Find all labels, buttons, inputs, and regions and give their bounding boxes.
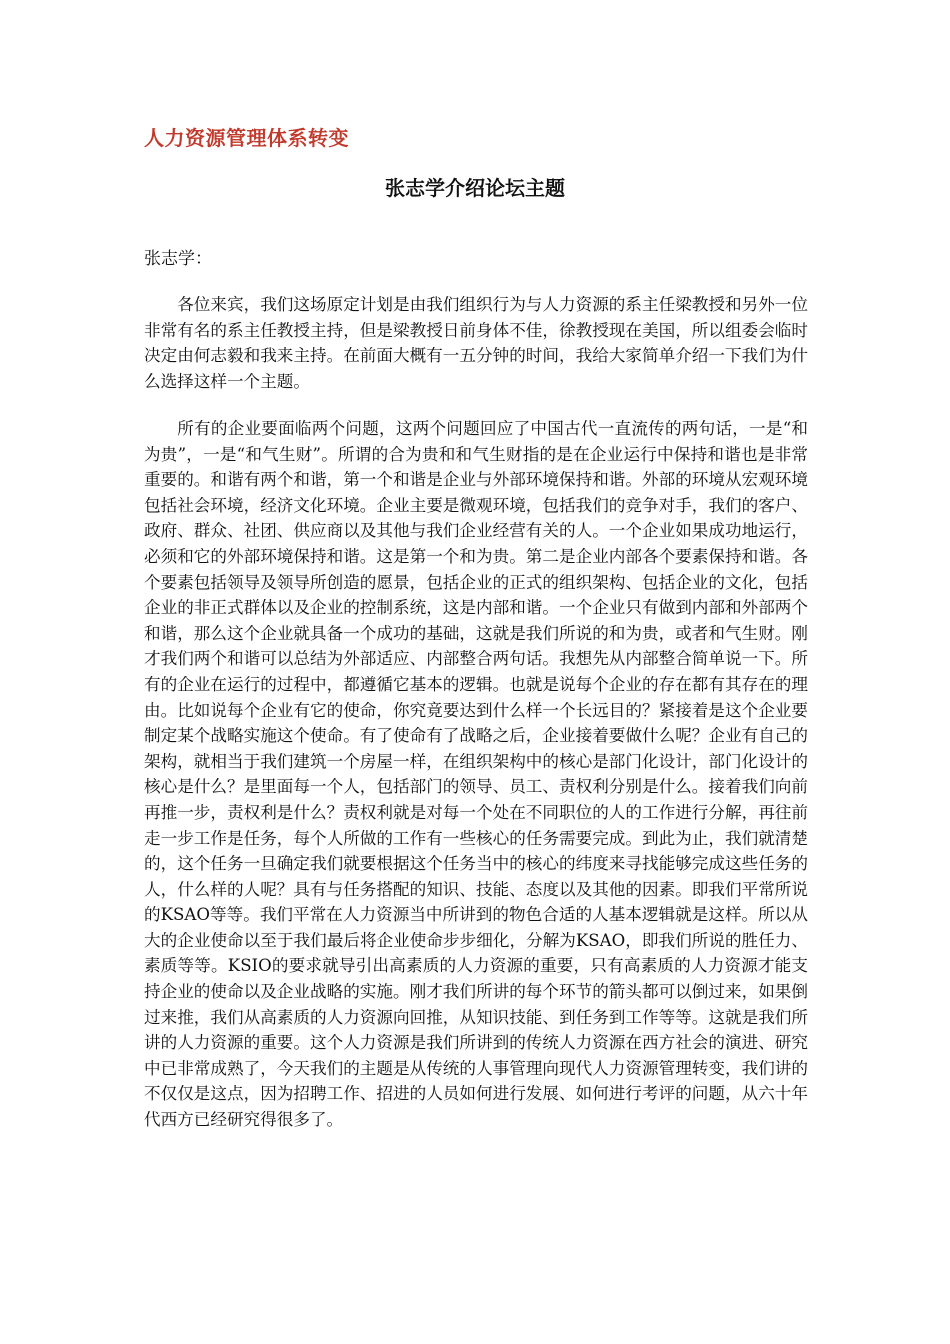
document-title: 张志学介绍论坛主题: [385, 176, 565, 200]
section-title: 人力资源管理体系转变: [144, 126, 349, 150]
speaker-label: 张志学：: [144, 249, 212, 269]
paragraph-intro: 各位来宾，我们这场原定计划是由我们组织行为与人力资源的系主任梁教授和另外一位非常有名的系主任教授主持，但是梁教授日前身体不佳，徐教授现在美国，所以组委会临时决定由何志毅和我来主持。在前面大概有一五分钟的时间，我给大家简单介绍一下我们为什么选择这样一个主题。: [144, 295, 808, 391]
paragraph-main: 所有的企业要面临两个问题，这两个问题回应了中国古代一直流传的两句话，一是“和为贵”，一是“和气生财”。所谓的合为贵和和气生财指的是在企业运行中保持和谐也是非常重要的。和谐有两个和谐，第一个和谐是企业与外部环境保持和谐。外部的环境从宏观环境包括社会环境，经济文化环境。企业主要是微观环境，包括我们的竞争对手，我们的客户、政府、群众、社团、供应商以及其他与我们企业经营有关的人。一个企业如果成功地运行，必须和它的外部环境保持和谐。这是第一个和为贵。第二是企业内部各个要素保持和谐。各个要素包括领导及领导所创造的愿景，包括企业的正式的组织架构、包括企业的文化，包括企业的非正式群体以及企业的控制系统，这是内部和谐。一个企业只有做到内部和外部两个和谐，那么这个企业就具备一个成功的基础，这就是我们所说的和为贵，或者和气生财。刚才我们两个和谐可以总结为外部适应、内部整合两句话。我想先从内部整合简单说一下。所有的企业在运行的过程中，都遵循它基本的逻辑。也就是说每个企业的存在都有其存在的理由。比如说每个企业有它的使命，你究竟要达到什么样一个长远目的？紧接着是这个企业要制定某个战略实施这个使命。有了使命有了战略之后，企业接着要做什么呢？企业有自己的架构，就相当于我们建筑一个房屋一样，在组织架构中的核心是部门化设计，部门化设计的核心是什么？是里面每一个人，包括部门的领导、员工、责权利分别是什么。接着我们向前再推一步，责权利是什么？责权利就是对每一个处在不同职位的人的工作进行分解，再往前走一步工作是任务，每个人所做的工作有一些核心的任务需要完成。到此为止，我们就清楚的，这个任务一旦确定我们就要根据这个任务当中的核心的纬度来寻找能够完成这些任务的人，什么样的人呢？具有与任务搭配的知识、技能、态度以及其他的因素。即我们平常所说的KSAO等等。我们平常在人力资源当中所讲到的物色合适的人基本逻辑就是这样。所以从大的企业使命以至于我们最后将企业使命步步细化，分解为KSAO，即我们所说的胜任力、素质等等。KSIO的要求就导引出高素质的人力资源的重要，只有高素质的人力资源才能支持企业的使命以及企业战略的实施。刚才我们所讲的每个环节的箭头都可以倒过来，如果倒过来推，我们从高素质的人力资源向回推，从知识技能、到任务到工作等等。这就是我们所讲的人力资源的重要。这个人力资源是我们所讲到的传统人力资源在西方社会的演进、研究中已非常成熟了，今天我们的主题是从传统的人事管理向现代人力资源管理转变，我们讲的不仅仅是这点，因为招聘工作、招进的人员如何进行发展、如何进行考评的问题，从六十年代西方已经研究得很多了。: [144, 419, 808, 1130]
